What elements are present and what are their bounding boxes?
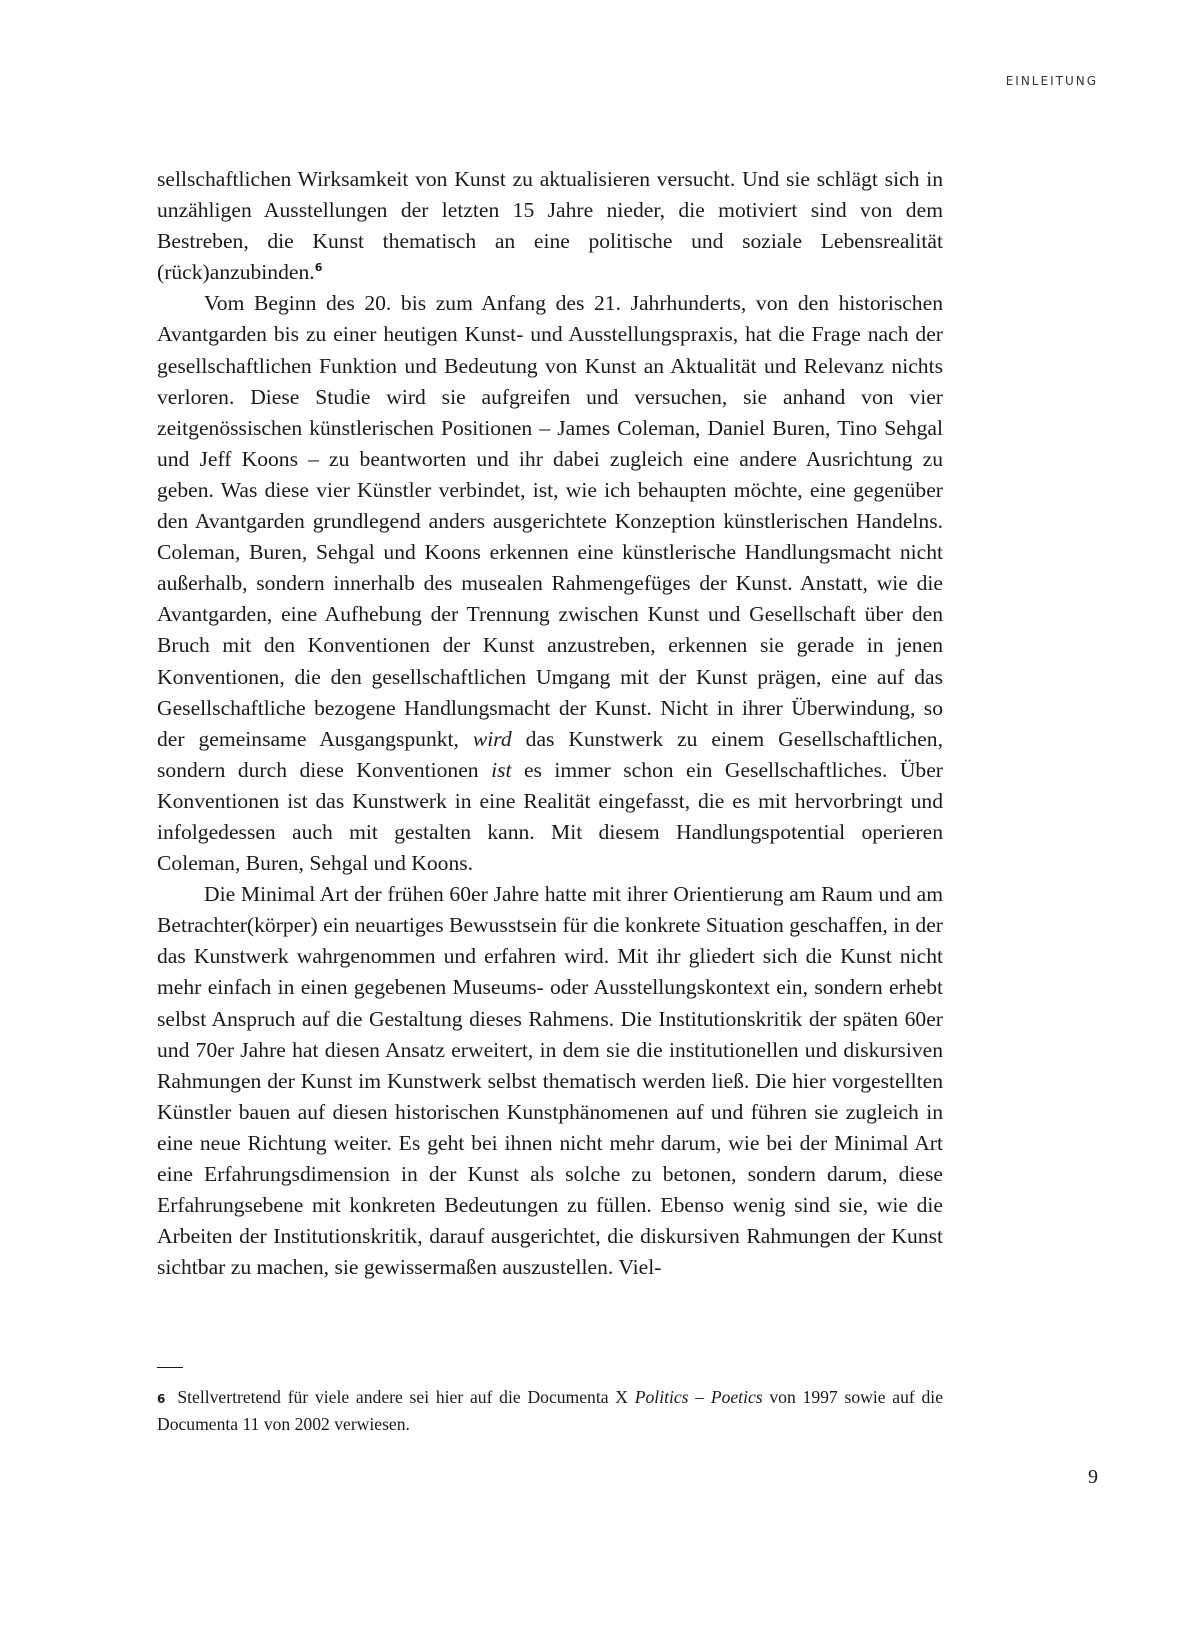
body-text <box>157 164 943 1283</box>
paragraph-3-text: Die Minimal Art der frühen 60er Jahre hatte mit ihrer Orientierung am Raum und am Betrachter(körper) ein neuartiges Bewusstsein für die konkrete Situation geschaffen, in der das Kunstwerk wahrgenommen und erfahren wird. Mit ihr gliedert sich die Kunst nicht mehr einfach in einen gegebenen Museums- oder Ausstellungskontext ein, sondern erhebt selbst Anspruch auf die Gestaltung dieses Rahmens. Die Institutionskritik der späten 60er und 70er Jahre hat diesen Ansatz erweitert, in dem sie die institutionellen und diskursiven Rahmungen der Kunst im Kunstwerk selbst thematisch werden ließ. Die hier vorgestellten Künstler bauen auf diesen historischen Kunstphänomenen auf und führen sie zugleich in eine neue Richtung weiter. Es geht bei ihnen nicht mehr darum, wie bei der Minimal Art eine Erfahrungsdimension in der Kunst als solche zu betonen, sondern darum, diese Erfahrungsebene mit konkreten Bedeutungen zu füllen. Ebenso wenig sind sie, wie die Arbeiten der Institutionskritik, darauf ausgerichtet, die diskursiven Rahmungen der Kunst sichtbar zu machen, sie gewissermaßen auszustellen. Viel- <box>157 882 943 1280</box>
footnote-text-2: von 1997 sowie auf die Documenta 11 von 2002 verwiesen. <box>157 1387 944 1434</box>
running-head: EINLEITUNG <box>1005 74 1098 88</box>
page-number: 9 <box>1088 1466 1098 1488</box>
paragraph-2-text-1: Vom Beginn des 20. bis zum Anfang des 21. Jahrhunderts, von den historischen Avantgarden bis zu einer heutigen Kunst- und Ausstellungspraxis, hat die Frage nach der gesellschaftlichen Funktion und Bedeutung von Kunst an Aktualität und Relevanz nichts verloren. Diese Studie wird sie aufgreifen und versuchen, sie anhand von vier zeitgenössischen künstlerischen Positionen – James Coleman, Daniel Buren, Tino Sehgal und Jeff Koons – zu beantworten und ihr dabei zugleich eine andere Ausrichtung zu geben. Was diese vier Künstler verbindet, ist, wie ich behaupten möchte, eine gegenüber den Avantgarden grundlegend anders ausgerichtete Konzeption künstlerischen Handelns. Coleman, Buren, Sehgal und Koons erkennen eine künstlerische Handlungsmacht nicht außerhalb, sondern innerhalb des musealen Rahmengefüges der Kunst. Anstatt, wie die Avantgarden, eine Aufhebung der Trennung zwischen Kunst und Gesellschaft über den Bruch mit den Konventionen der Kunst anzustreben, erkennen sie gerade in jenen Konventionen, die den gesellschaftlichen Umgang mit der Kunst prägen, eine auf das Gesellschaftliche bezogene Handlungsmacht der Kunst. Nicht in ihrer Überwindung, so der gemeinsame Ausgangspunkt, <box>157 291 943 751</box>
footnote-reference-6[interactable]: 6 <box>314 261 323 275</box>
paragraph-3 <box>157 879 943 1283</box>
paragraph-2 <box>157 288 943 879</box>
emphasis-wird: wird <box>472 726 512 751</box>
footnote-number: 6 <box>157 1392 166 1406</box>
footnote-6 <box>157 1385 943 1437</box>
emphasis-ist: ist <box>491 757 512 782</box>
paragraph-1-text: sellschaftlichen Wirksamkeit von Kunst zu aktualisieren versucht. Und sie schlägt sich in unzähligen Ausstellungen der letzten 15 Jahre nieder, die motiviert sind von dem Bestreben, die Kunst thematisch an eine politische und soziale Lebensrealität (rück)anzubinden. <box>157 167 943 285</box>
paragraph-2-text-2: das Kunstwerk zu einem Gesellschaftlichen, sondern durch diese Konventionen <box>157 726 944 782</box>
footnote-separator <box>157 1367 183 1368</box>
paragraph-1 <box>157 164 943 288</box>
footnote-title-politics-poetics: Politics – Poetics <box>634 1387 763 1407</box>
footnote-text-1: Stellvertretend für viele andere sei hier auf die Documenta X <box>177 1387 635 1407</box>
paragraph-2-text-3: es immer schon ein Gesellschaftliches. Über Konventionen ist das Kunstwerk in eine Realität eingefasst, die es mit hervorbringt und infolgedessen auch mit gestalten kann. Mit diesem Handlungspotential operieren Coleman, Buren, Sehgal und Koons. <box>157 757 943 876</box>
